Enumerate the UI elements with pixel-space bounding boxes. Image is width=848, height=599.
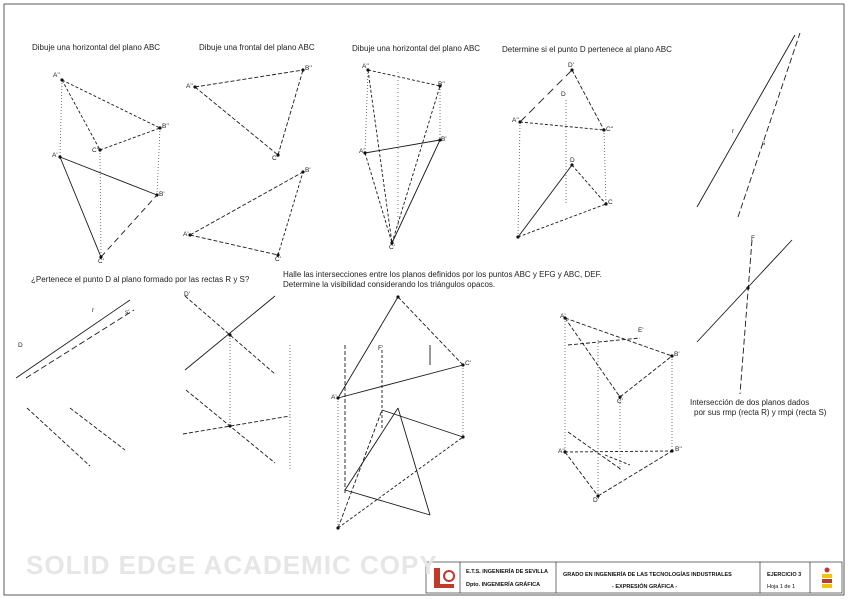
exercise-1-figure: [60, 80, 160, 257]
point-label: s: [762, 140, 766, 147]
point-label: D: [561, 91, 566, 98]
school-name: E.T.S. INGENIERÍA DE SEVILLA: [466, 569, 549, 575]
point-label: B'': [675, 446, 682, 453]
point-label: A'': [558, 448, 565, 455]
point-label: B': [441, 136, 447, 143]
point-label: B'': [162, 123, 169, 130]
exercise-3-title: Dibuje una horizontal del plano ABC: [352, 44, 481, 53]
sheet-border: [4, 4, 844, 595]
points: [58, 65, 749, 529]
point-label: C: [608, 199, 613, 206]
exercise-3-figure: [365, 70, 440, 243]
point-label: A': [560, 313, 566, 320]
watermark: SOLID EDGE ACADEMIC COPY: [26, 550, 438, 580]
point-label: A'': [362, 63, 369, 70]
point-label: C': [617, 398, 623, 405]
point-label: A'': [53, 72, 60, 79]
exercise-5-title: ¿Pertenece el punto D al plano formado por las rectas R y S?: [31, 275, 250, 284]
point-label: A': [52, 152, 58, 159]
exercise-9-figure: [697, 240, 792, 394]
point-label: B'': [438, 81, 445, 88]
exercise-9-title-line1: Intersección de dos planos dados: [690, 398, 810, 407]
exercise-number: EJERCICIO 3: [767, 572, 802, 578]
point-label: A': [359, 148, 365, 155]
point-label: A'': [512, 117, 519, 124]
point-label: A'': [186, 83, 193, 90]
point-label: A': [331, 394, 337, 401]
point-label: D': [184, 291, 190, 298]
point-label: D': [568, 62, 574, 69]
sheet-number: Hoja 1 de 1: [767, 584, 796, 590]
point-label: C': [275, 256, 281, 263]
university-icon: [822, 568, 832, 589]
point-label: D: [570, 157, 575, 164]
point-label: C': [465, 360, 471, 367]
point-label: C'': [92, 147, 100, 154]
point-label: F': [378, 345, 384, 352]
point-label: B'': [305, 65, 312, 72]
point-label: r: [92, 307, 95, 314]
exercise-7-figure: [565, 318, 672, 496]
point-label: D: [18, 342, 23, 349]
exercise-6-title-line1: Halle las intersecciones entre los planos definidos por los puntos ABC y EFG y ABC, DEF.: [283, 270, 602, 279]
point-label: C': [98, 258, 104, 265]
point-label: C'': [606, 126, 614, 133]
exercise-6-figure: [338, 297, 463, 528]
point-label: s': [125, 309, 130, 316]
point-label: D': [593, 497, 599, 504]
degree-name: GRADO EN INGENIERÍA DE LAS TECNOLOGÍAS INDUSTRIALES: [563, 572, 732, 578]
subject-name: - EXPRESIÓN GRÁFICA -: [612, 584, 678, 590]
exercise-8-figure: [697, 33, 800, 217]
exercise-6-title-line2: Determine la visibilidad considerando los triángulos opacos.: [283, 280, 496, 289]
point-label: B': [674, 351, 680, 358]
exercise-2-figure: [190, 70, 303, 255]
department-name: Dpto. INGENIERÍA GRÁFICA: [466, 582, 541, 588]
point-label: B': [159, 191, 165, 198]
exercise-4-title: Determine si el punto D pertenece al plano ABC: [502, 45, 672, 54]
point-label: B': [305, 167, 311, 174]
exercise-9-title-line2: por sus rmp (recta R) y rmpi (recta S): [694, 408, 827, 417]
exercise-2-title: Dibuje una frontal del plano ABC: [199, 43, 315, 52]
point-label: C'': [272, 155, 280, 162]
point-label: C': [389, 244, 395, 251]
point-label: r: [732, 128, 735, 135]
exercise-5-figure: [16, 296, 290, 470]
point-label: F: [751, 235, 755, 242]
point-label: A': [183, 231, 189, 238]
exercise-1-title: Dibuje una horizontal del plano ABC: [32, 43, 161, 52]
point-label: E': [638, 327, 644, 334]
